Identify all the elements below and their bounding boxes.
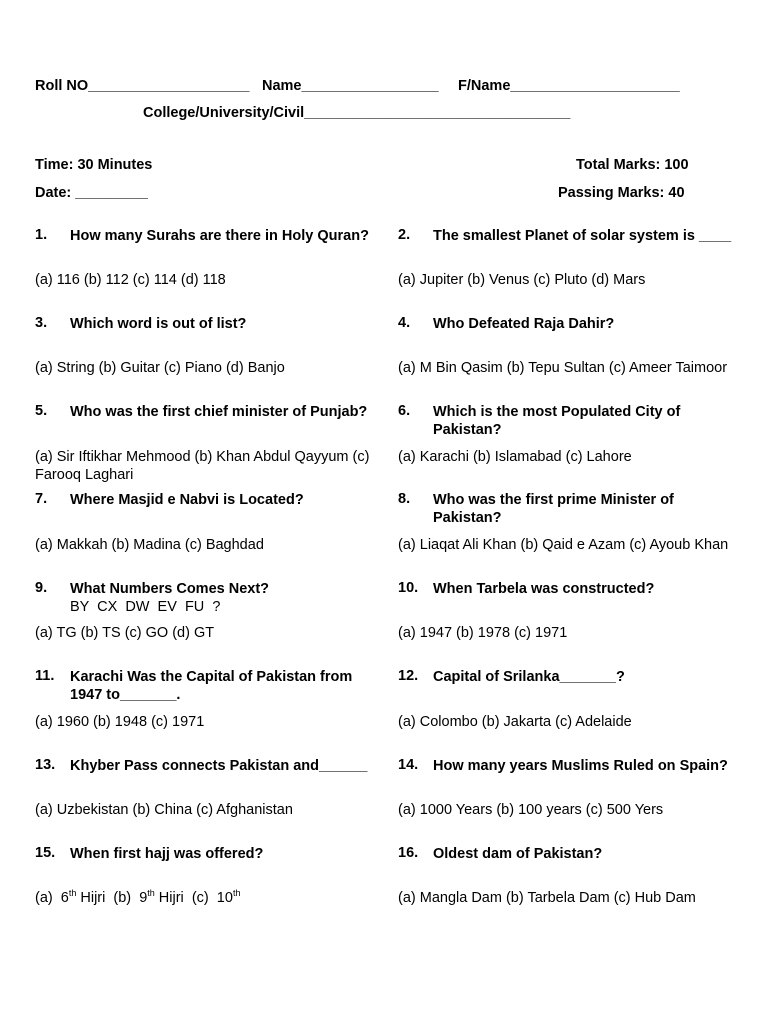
question-options: (a) Sir Iftikhar Mehmood (b) Khan Abdul Qayyum (c) Farooq Laghari	[35, 449, 370, 483]
question-number: 1.	[35, 227, 48, 243]
question-options	[35, 889, 240, 907]
question-number: 16.	[398, 845, 419, 861]
ordinal-suffix: th	[232, 888, 241, 899]
option-text: Hijri (c) 10	[154, 890, 233, 906]
option-text: Hijri (b) 9	[76, 890, 148, 906]
question-text: Khyber Pass connects Pakistan and______	[70, 758, 368, 774]
question-options: (a) Uzbekistan (b) China (c) Afghanistan	[35, 802, 293, 818]
question-text: Oldest dam of Pakistan?	[433, 846, 603, 862]
date-field: Date: _________	[35, 185, 148, 201]
question-text: Who was the first prime Minister of Pakistan?	[433, 492, 674, 526]
question-number: 13.	[35, 757, 56, 773]
question-text: Which word is out of list?	[70, 316, 247, 332]
question-options: (a) M Bin Qasim (b) Tepu Sultan (c) Ameer Taimoor	[398, 360, 728, 376]
question-number: 9.	[35, 580, 48, 596]
question-text: What Numbers Comes Next?	[70, 581, 270, 597]
question-text: How many Surahs are there in Holy Quran?	[70, 228, 369, 244]
question-options: (a) 1947 (b) 1978 (c) 1971	[398, 625, 568, 641]
question-text: When first hajj was offered?	[70, 846, 264, 862]
question-options: (a) Liaqat Ali Khan (b) Qaid e Azam (c) Ayoub Khan	[398, 537, 729, 553]
question-number: 11.	[35, 668, 55, 684]
question-number: 8.	[398, 491, 411, 507]
question-number: 3.	[35, 315, 48, 331]
question-options: (a) String (b) Guitar (c) Piano (d) Banjo	[35, 360, 285, 376]
ordinal-suffix: th	[147, 888, 155, 899]
question-options: (a) Karachi (b) Islamabad (c) Lahore	[398, 449, 632, 465]
question-options: (a) Jupiter (b) Venus (c) Pluto (d) Mars	[398, 272, 646, 288]
college-field: College/University/Civil_________________________________	[143, 105, 571, 121]
question-number: 4.	[398, 315, 411, 331]
question-options: (a) TG (b) TS (c) GO (d) GT	[35, 625, 215, 641]
question-text: Who Defeated Raja Dahir?	[433, 316, 615, 332]
question-options: (a) 116 (b) 112 (c) 114 (d) 118	[35, 272, 226, 288]
question-number: 2.	[398, 227, 411, 243]
roll-no-field: Roll NO____________________	[35, 78, 250, 94]
question-number: 14.	[398, 757, 419, 773]
question-number: 5.	[35, 403, 48, 419]
question-number: 7.	[35, 491, 48, 507]
ordinal-suffix: th	[68, 888, 77, 899]
question-options: (a) 1960 (b) 1948 (c) 1971	[35, 714, 205, 730]
question-text: Where Masjid e Nabvi is Located?	[70, 492, 304, 508]
question-sequence: BY CX DW EV FU ?	[70, 599, 221, 615]
question-number: 12.	[398, 668, 419, 684]
question-text: Capital of Srilanka_______?	[433, 669, 625, 685]
question-options: (a) Makkah (b) Madina (c) Baghdad	[35, 537, 264, 553]
time-label: Time: 30 Minutes	[35, 157, 153, 173]
question-text: Which is the most Populated City of Pakistan?	[433, 404, 681, 438]
question-options: (a) Colombo (b) Jakarta (c) Adelaide	[398, 714, 632, 730]
question-text: Who was the first chief minister of Punjab?	[70, 404, 368, 420]
total-marks-label: Total Marks: 100	[576, 157, 689, 173]
question-number: 6.	[398, 403, 411, 419]
father-name-field: F/Name_____________________	[458, 78, 680, 94]
question-text: When Tarbela was constructed?	[433, 581, 655, 597]
question-text: The smallest Planet of solar system is ____	[433, 228, 732, 244]
option-text: (a) 6	[35, 890, 69, 906]
question-text: How many years Muslims Ruled on Spain?	[433, 758, 728, 774]
name-field: Name_________________	[262, 78, 439, 94]
question-options: (a) 1000 Years (b) 100 years (c) 500 Yers	[398, 802, 664, 818]
question-options: (a) Mangla Dam (b) Tarbela Dam (c) Hub Dam	[398, 890, 696, 906]
question-number: 10.	[398, 580, 419, 596]
question-number: 15.	[35, 845, 56, 861]
question-text: Karachi Was the Capital of Pakistan from 1947 to_______.	[70, 669, 353, 703]
passing-marks-label: Passing Marks: 40	[558, 185, 685, 201]
